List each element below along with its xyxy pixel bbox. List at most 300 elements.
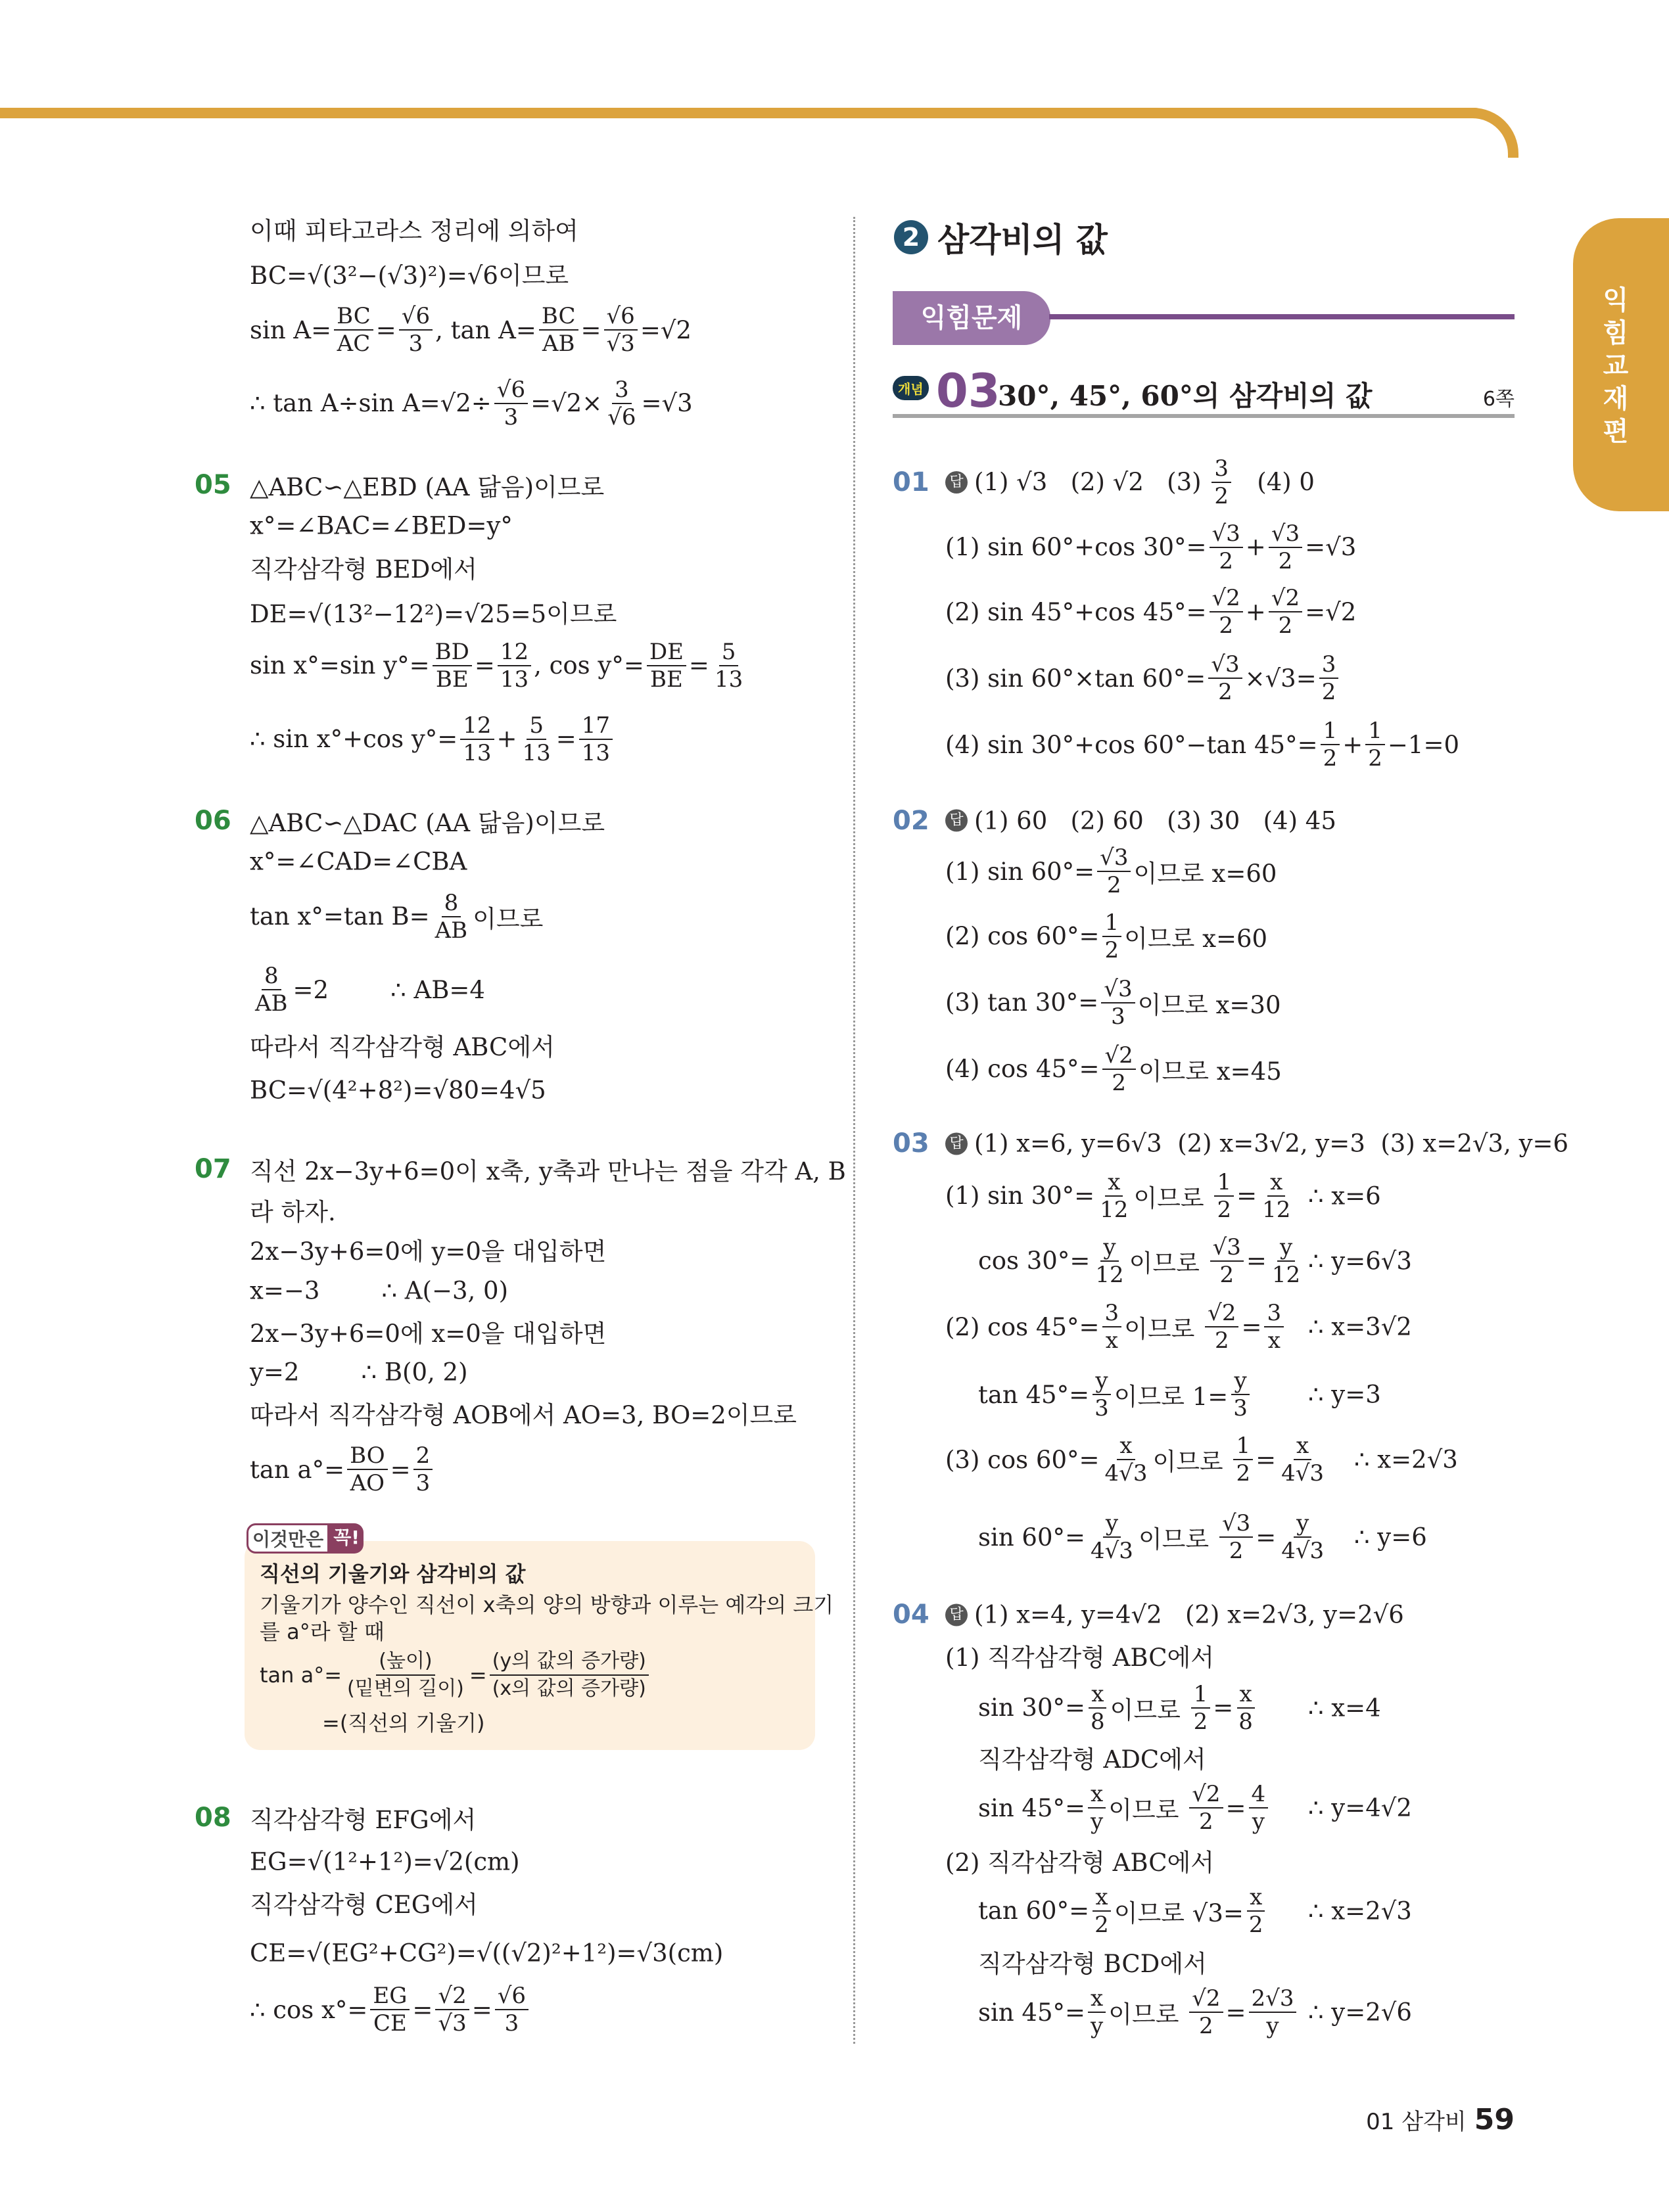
denominator: 3 bbox=[408, 331, 423, 357]
solution-line bbox=[945, 844, 1277, 898]
fraction bbox=[1101, 976, 1135, 1030]
denominator: 2 bbox=[1248, 1911, 1263, 1938]
denominator: x bbox=[1105, 1327, 1118, 1354]
fraction bbox=[1236, 1681, 1256, 1735]
solution-line bbox=[250, 1358, 468, 1387]
numerator: √2 bbox=[435, 1983, 469, 2010]
text-run: (3) cos 60°= bbox=[945, 1445, 1100, 1474]
concept-badge: 개념 bbox=[893, 376, 929, 400]
fraction bbox=[1210, 520, 1243, 574]
denominator: x bbox=[1267, 1327, 1281, 1354]
solution-line bbox=[250, 1027, 555, 1063]
numerator: y bbox=[1277, 1234, 1295, 1262]
denominator: 13 bbox=[714, 666, 743, 693]
fraction bbox=[1249, 1985, 1297, 2039]
denominator: √3 bbox=[438, 2010, 467, 2037]
text-run: tan 60°= bbox=[978, 1897, 1090, 1925]
text-run: (4) 0 bbox=[1233, 468, 1315, 497]
text-run: 이므로 √3= bbox=[1114, 1899, 1244, 1927]
numerator: √2 bbox=[1269, 585, 1302, 612]
fraction bbox=[1088, 1510, 1136, 1564]
answer-icon: 답 bbox=[945, 1603, 968, 1626]
numerator: 3 bbox=[1319, 651, 1339, 679]
tip-line bbox=[260, 1615, 385, 1646]
denominator: 12 bbox=[1100, 1196, 1129, 1223]
denominator: 12 bbox=[1262, 1196, 1291, 1223]
text-run: (3) tan 30°= bbox=[945, 988, 1099, 1017]
numerator: BO bbox=[347, 1442, 388, 1470]
text-run: ∴ tan A÷sin A=√2÷ bbox=[250, 389, 492, 418]
numerator: DE bbox=[647, 639, 686, 666]
concept-number: 03 bbox=[936, 364, 1000, 418]
fraction bbox=[399, 303, 433, 357]
fraction bbox=[1102, 1433, 1150, 1486]
text-run: (2) cos 60°= bbox=[945, 922, 1100, 951]
text-run: = bbox=[471, 1995, 492, 2024]
numerator: √2 bbox=[1189, 1781, 1223, 1809]
numerator: √2 bbox=[1102, 1042, 1136, 1070]
denominator: 2 bbox=[1236, 1460, 1251, 1487]
denominator: 2 bbox=[1217, 1196, 1232, 1223]
denominator: 2 bbox=[1199, 1809, 1213, 1835]
numerator: EG bbox=[370, 1983, 410, 2010]
solution-line bbox=[250, 1983, 531, 2037]
text-run: 직각삼각형 BCD에서 bbox=[978, 1950, 1207, 1979]
fraction bbox=[495, 1983, 529, 2037]
problem-number: 01 bbox=[893, 467, 929, 497]
denominator: AO bbox=[350, 1470, 385, 1497]
fraction bbox=[1102, 1042, 1136, 1096]
solution-line bbox=[250, 1276, 508, 1304]
text-run: 이므로 x=60 bbox=[1133, 860, 1277, 888]
text-run: = bbox=[1256, 1523, 1277, 1552]
text-run: sin 45°= bbox=[978, 1998, 1085, 2027]
fraction bbox=[712, 639, 745, 693]
tip-line bbox=[322, 1707, 484, 1737]
text-run: 이때 피타고라스 정리에 의하여 bbox=[250, 216, 578, 245]
denominator: 2 bbox=[1112, 1069, 1126, 1096]
numerator: x bbox=[1294, 1433, 1311, 1460]
fraction bbox=[1233, 1433, 1253, 1486]
page-footer bbox=[1366, 2103, 1515, 2136]
solution-line bbox=[945, 1433, 1329, 1486]
numerator: 3 bbox=[612, 377, 632, 404]
conclusion: ∴ y=6√3 bbox=[1308, 1247, 1412, 1276]
numerator: y bbox=[1100, 1234, 1118, 1262]
denominator: 8 bbox=[1091, 1708, 1105, 1735]
fraction bbox=[1269, 585, 1302, 639]
solution-line bbox=[945, 1130, 1568, 1158]
numerator: √2 bbox=[1210, 585, 1243, 612]
conclusion: ∴ x=3√2 bbox=[1308, 1312, 1412, 1341]
conclusion: ∴ y=4√2 bbox=[1308, 1793, 1412, 1822]
text-run: 라 하자. bbox=[250, 1198, 336, 1227]
concept-title: 30°, 45°, 60°의 삼각비의 값 bbox=[998, 380, 1373, 412]
text-run: (1) sin 60°+cos 30°= bbox=[945, 533, 1207, 562]
fraction bbox=[1208, 651, 1242, 705]
denominator: y bbox=[1266, 2013, 1279, 2040]
top-accent-curve bbox=[1446, 108, 1518, 158]
solution-line bbox=[250, 1151, 846, 1187]
solution-line bbox=[945, 718, 1459, 772]
denominator: 2 bbox=[1229, 1538, 1244, 1565]
fraction bbox=[1102, 910, 1122, 963]
solution-line bbox=[945, 585, 1356, 639]
text-run: (1) sin 60°= bbox=[945, 857, 1095, 886]
text-run: 이므로 x=30 bbox=[1137, 990, 1281, 1019]
section-title bbox=[894, 214, 1108, 261]
denominator: 3 bbox=[1233, 1395, 1248, 1422]
denominator: 2 bbox=[1278, 612, 1293, 639]
fraction bbox=[1279, 1433, 1327, 1486]
denominator: 3 bbox=[1094, 1395, 1109, 1422]
fraction bbox=[494, 377, 528, 430]
numerator: x bbox=[1117, 1433, 1135, 1460]
text-run: , cos y°= bbox=[534, 651, 644, 680]
solution-line bbox=[945, 455, 1315, 509]
numerator: (높이) bbox=[376, 1648, 435, 1676]
denominator: 2 bbox=[1219, 612, 1233, 639]
solution-line bbox=[250, 467, 604, 503]
numerator: y bbox=[1103, 1510, 1121, 1538]
conclusion: ∴ y=3 bbox=[1308, 1380, 1381, 1409]
numerator: √3 bbox=[1208, 651, 1242, 679]
text-run: , tan A= bbox=[435, 315, 536, 344]
fraction bbox=[1246, 1884, 1266, 1938]
solution-line bbox=[978, 1681, 1258, 1735]
fraction bbox=[1088, 1681, 1108, 1735]
text-run: ∴ cos x°= bbox=[250, 1995, 368, 2024]
text-run: 이므로 bbox=[1108, 2000, 1187, 2029]
solution-line bbox=[250, 1395, 797, 1431]
fraction bbox=[1088, 1985, 1106, 2039]
text-run: + bbox=[1245, 597, 1266, 626]
solution-line bbox=[250, 1192, 336, 1228]
fraction bbox=[252, 963, 291, 1017]
denominator: 2 bbox=[1218, 679, 1233, 706]
text-run: 이므로 1= bbox=[1114, 1383, 1229, 1412]
numerator: 1 bbox=[1102, 910, 1122, 937]
concept-heading bbox=[893, 364, 1515, 418]
text-run: = bbox=[1246, 1247, 1267, 1276]
text-run: 직각삼각형 ADC에서 bbox=[978, 1745, 1206, 1774]
numerator: √2 bbox=[1205, 1300, 1238, 1327]
fraction bbox=[1205, 1300, 1238, 1354]
numerator: √6 bbox=[494, 377, 528, 404]
solution-line bbox=[978, 1234, 1305, 1288]
numerator: 2 bbox=[413, 1442, 433, 1470]
denominator: y bbox=[1091, 1809, 1104, 1835]
solution-line bbox=[250, 1314, 606, 1349]
top-accent-bar bbox=[0, 108, 1486, 118]
numerator: x bbox=[1089, 1681, 1106, 1709]
text-run: =√2× bbox=[530, 389, 603, 418]
denominator: (x의 값의 증가량) bbox=[492, 1677, 646, 1701]
solution-line bbox=[945, 910, 1267, 963]
text-run: 를 a°라 할 때 bbox=[260, 1619, 385, 1644]
text-run: x°=∠CAD=∠CBA bbox=[250, 847, 467, 876]
column-divider bbox=[853, 217, 855, 2044]
denominator: 3 bbox=[504, 403, 519, 430]
fraction bbox=[1269, 520, 1302, 574]
numerator: √6 bbox=[604, 303, 638, 331]
text-run: cos 30°= bbox=[978, 1247, 1091, 1276]
fraction bbox=[370, 1983, 410, 2037]
denominator: 13 bbox=[463, 739, 492, 766]
numerator: 1 bbox=[1321, 718, 1340, 745]
conclusion: ∴ x=6 bbox=[1308, 1182, 1381, 1210]
denominator: 13 bbox=[500, 666, 529, 693]
fraction bbox=[605, 377, 638, 430]
denominator: 2 bbox=[1214, 1327, 1229, 1354]
text-run: △ABC∽△DAC (AA 닮음)이므로 bbox=[250, 808, 605, 837]
solution-line bbox=[250, 639, 748, 693]
solution-line bbox=[250, 803, 605, 839]
solution-line bbox=[250, 1800, 476, 1835]
text-run: 이므로 bbox=[1152, 1448, 1231, 1477]
tip-badge bbox=[247, 1523, 364, 1554]
text-run: tan a°= bbox=[250, 1455, 345, 1484]
banner-rule bbox=[1049, 314, 1515, 319]
fraction bbox=[1093, 1234, 1126, 1288]
text-run: = bbox=[375, 315, 396, 344]
numerator: 1 bbox=[1191, 1681, 1211, 1709]
concept-page-ref: 6쪽 bbox=[1482, 388, 1515, 411]
text-run: =(직선의 기울기) bbox=[322, 1711, 485, 1736]
fraction bbox=[1264, 1300, 1284, 1354]
fraction bbox=[490, 1648, 649, 1702]
text-run: = bbox=[688, 651, 709, 680]
solution-line bbox=[250, 512, 513, 540]
text-run: = bbox=[474, 651, 495, 680]
fraction bbox=[1092, 1884, 1112, 1938]
fraction bbox=[520, 712, 553, 766]
solution-line bbox=[978, 1368, 1253, 1421]
numerator: BD bbox=[433, 639, 472, 666]
solution-line bbox=[250, 594, 617, 630]
solution-line bbox=[978, 1944, 1207, 1979]
denominator: 4√3 bbox=[1104, 1460, 1148, 1487]
text-run: =√3 bbox=[641, 389, 693, 418]
solution-line bbox=[250, 712, 615, 766]
text-run: tan a°= bbox=[260, 1663, 342, 1688]
solution-line bbox=[978, 1781, 1271, 1835]
text-run: 2x−3y+6=0에 y=0을 대입하면 bbox=[250, 1237, 607, 1266]
text-run: = bbox=[1241, 1312, 1262, 1341]
solution-line bbox=[250, 303, 692, 357]
denominator: 3 bbox=[415, 1470, 431, 1497]
numerator: 5 bbox=[527, 712, 546, 740]
text-run: sin 60°= bbox=[978, 1523, 1085, 1552]
text-run: 2x−3y+6=0에 x=0을 대입하면 bbox=[250, 1319, 607, 1348]
solution-line bbox=[945, 1042, 1282, 1096]
fraction bbox=[433, 639, 472, 693]
solution-line bbox=[250, 1076, 546, 1104]
solution-line bbox=[250, 1232, 606, 1267]
denominator: AB bbox=[435, 917, 468, 944]
text-run: = bbox=[1256, 1445, 1277, 1474]
denominator: 2 bbox=[1104, 936, 1119, 963]
conclusion: ∴ x=4 bbox=[1308, 1694, 1381, 1722]
numerator: 3 bbox=[1102, 1300, 1122, 1327]
text-run: y=2 ∴ B(0, 2) bbox=[250, 1358, 468, 1387]
denominator: 2 bbox=[1094, 1911, 1109, 1938]
text-run: 직선 2x−3y+6=0이 x축, y축과 만나는 점을 각각 A, B bbox=[250, 1157, 846, 1186]
fraction bbox=[413, 1442, 433, 1496]
answer-icon: 답 bbox=[945, 810, 968, 832]
numerator: √3 bbox=[1269, 520, 1302, 548]
text-run: 이므로 x=60 bbox=[1124, 924, 1268, 953]
side-tab-label: 익힘교재편 bbox=[1603, 285, 1629, 447]
text-run: (2) cos 45°= bbox=[945, 1312, 1100, 1341]
text-run: = bbox=[412, 1995, 433, 2024]
text-run: 이므로 x=45 bbox=[1138, 1057, 1282, 1086]
fraction bbox=[1211, 455, 1231, 509]
denominator: 2 bbox=[1214, 482, 1229, 509]
text-run: (4) cos 45°= bbox=[945, 1055, 1100, 1084]
solution-line bbox=[945, 806, 1336, 835]
text-run: (1) 60 (2) 60 (3) 30 (4) 45 bbox=[974, 806, 1336, 835]
problem-number: 04 bbox=[893, 1600, 929, 1630]
solution-line bbox=[250, 377, 693, 430]
text-run: 기울기가 양수인 직선이 x축의 양의 방향과 이루는 예각의 크기 bbox=[260, 1592, 834, 1617]
text-run: (1) sin 30°= bbox=[945, 1182, 1095, 1210]
denominator: 2 bbox=[1323, 745, 1338, 772]
fraction bbox=[1259, 1169, 1293, 1223]
denominator: 2 bbox=[1193, 1708, 1208, 1735]
solution-line bbox=[250, 1885, 478, 1920]
text-run: =√2 bbox=[640, 315, 692, 344]
solution-line bbox=[945, 1843, 1214, 1878]
solution-line bbox=[250, 1939, 723, 1968]
fraction bbox=[1189, 1985, 1223, 2039]
text-run: DE=√(13²−12²)=√25=5이므로 bbox=[250, 600, 617, 629]
numerator: x bbox=[1093, 1884, 1110, 1912]
numerator: x bbox=[1088, 1781, 1106, 1809]
tip-line bbox=[260, 1648, 651, 1702]
denominator: 12 bbox=[1271, 1261, 1301, 1288]
numerator: √6 bbox=[399, 303, 433, 331]
numerator: x bbox=[1247, 1884, 1265, 1912]
denominator: 4√3 bbox=[1091, 1538, 1133, 1565]
denominator: 8 bbox=[1238, 1708, 1253, 1735]
text-run: (1) x=4, y=4√2 (2) x=2√3, y=2√6 bbox=[974, 1600, 1404, 1629]
fraction bbox=[1097, 1169, 1131, 1223]
denominator: 12 bbox=[1095, 1261, 1124, 1288]
page-number: 59 bbox=[1474, 2103, 1515, 2136]
text-run: x=−3 ∴ A(−3, 0) bbox=[250, 1276, 508, 1305]
denominator: y bbox=[1091, 2013, 1104, 2040]
text-run: = bbox=[580, 315, 601, 344]
solution-line bbox=[978, 1884, 1269, 1938]
numerator: 3 bbox=[1264, 1300, 1284, 1327]
numerator: 3 bbox=[1211, 455, 1231, 483]
denominator: √6 bbox=[607, 403, 636, 430]
text-run: △ABC∽△EBD (AA 닮음)이므로 bbox=[250, 473, 605, 502]
text-run: = bbox=[555, 725, 576, 753]
denominator: 2 bbox=[1278, 547, 1293, 574]
denominator: BE bbox=[649, 666, 683, 693]
denominator: 2 bbox=[1199, 2013, 1213, 2040]
numerator: (y의 값의 증가량) bbox=[490, 1648, 649, 1676]
text-run: (2) sin 45°+cos 45°= bbox=[945, 597, 1207, 626]
text-run: + bbox=[1342, 730, 1363, 759]
numerator: x bbox=[1105, 1169, 1123, 1197]
denominator: 3 bbox=[1111, 1003, 1125, 1030]
tip-badge-a: 이것만은 bbox=[247, 1523, 329, 1554]
text-run: sin 45°= bbox=[978, 1793, 1085, 1822]
numerator: 4 bbox=[1249, 1781, 1269, 1809]
exercise-banner: 익힘문제 bbox=[893, 291, 1050, 345]
denominator: 2 bbox=[1368, 745, 1382, 772]
side-tab[interactable] bbox=[1573, 218, 1669, 511]
text-run: (4) sin 30°+cos 60°−tan 45°= bbox=[945, 730, 1318, 759]
solution-line bbox=[945, 651, 1341, 705]
solution-line bbox=[250, 211, 578, 246]
text-run: sin 30°= bbox=[978, 1694, 1085, 1722]
text-run: BC=√(4²+8²)=√80=4√5 bbox=[250, 1076, 546, 1105]
fraction bbox=[1210, 1234, 1244, 1288]
text-run: CE=√(EG²+CG²)=√((√2)²+1²)=√3(cm) bbox=[250, 1939, 724, 1968]
text-run: 직선의 기울기와 삼각비의 값 bbox=[260, 1561, 526, 1586]
problem-number: 03 bbox=[893, 1128, 929, 1159]
text-run: EG=√(1²+1²)=√2(cm) bbox=[250, 1847, 520, 1876]
numerator: 5 bbox=[719, 639, 739, 666]
text-run: tan x°=tan B= bbox=[250, 902, 430, 931]
fraction bbox=[344, 1648, 467, 1702]
text-run: 직각삼각형 EFG에서 bbox=[250, 1806, 477, 1835]
text-run: x°=∠BAC=∠BED=y° bbox=[250, 511, 513, 540]
solution-line bbox=[978, 1510, 1329, 1564]
numerator: y bbox=[1093, 1368, 1110, 1395]
solution-line bbox=[945, 1169, 1296, 1223]
solution-line bbox=[945, 1300, 1286, 1354]
denominator: 4√3 bbox=[1281, 1538, 1325, 1565]
text-run: = bbox=[1225, 1793, 1246, 1822]
numerator: 17 bbox=[579, 712, 613, 740]
numerator: y bbox=[1294, 1510, 1311, 1538]
text-run: 이므로 bbox=[1108, 1796, 1187, 1825]
text-run: 이므로 bbox=[1129, 1249, 1208, 1278]
numerator: √2 bbox=[1189, 1985, 1223, 2013]
numerator: 12 bbox=[460, 712, 494, 740]
section-number-badge: 2 bbox=[894, 220, 928, 254]
solution-line bbox=[978, 1740, 1206, 1775]
fraction bbox=[1189, 1781, 1223, 1835]
text-run: ×√3= bbox=[1244, 664, 1317, 693]
fraction bbox=[1088, 1781, 1106, 1835]
denominator: 2 bbox=[1321, 679, 1336, 706]
fraction bbox=[435, 1983, 469, 2037]
fraction bbox=[1214, 1169, 1234, 1223]
fraction bbox=[1092, 1368, 1112, 1421]
text-run: 이므로 bbox=[1124, 1315, 1203, 1344]
text-run: (1) x=6, y=6√3 (2) x=3√2, y=3 (3) x=2√3, y=6 bbox=[974, 1129, 1569, 1158]
solution-line bbox=[250, 963, 485, 1017]
fraction bbox=[433, 890, 471, 944]
fraction bbox=[539, 303, 578, 357]
numerator: √3 bbox=[1210, 1234, 1244, 1262]
solution-line bbox=[250, 1442, 435, 1496]
text-run: = bbox=[1225, 1998, 1246, 2027]
text-run: 직각삼각형 CEG에서 bbox=[250, 1890, 478, 1919]
numerator: 2√3 bbox=[1249, 1985, 1297, 2013]
text-run: = bbox=[1236, 1182, 1258, 1210]
text-run: 이므로 bbox=[473, 904, 544, 933]
denominator: BE bbox=[435, 666, 469, 693]
numerator: 1 bbox=[1233, 1433, 1253, 1460]
denominator: CE bbox=[373, 2010, 407, 2037]
